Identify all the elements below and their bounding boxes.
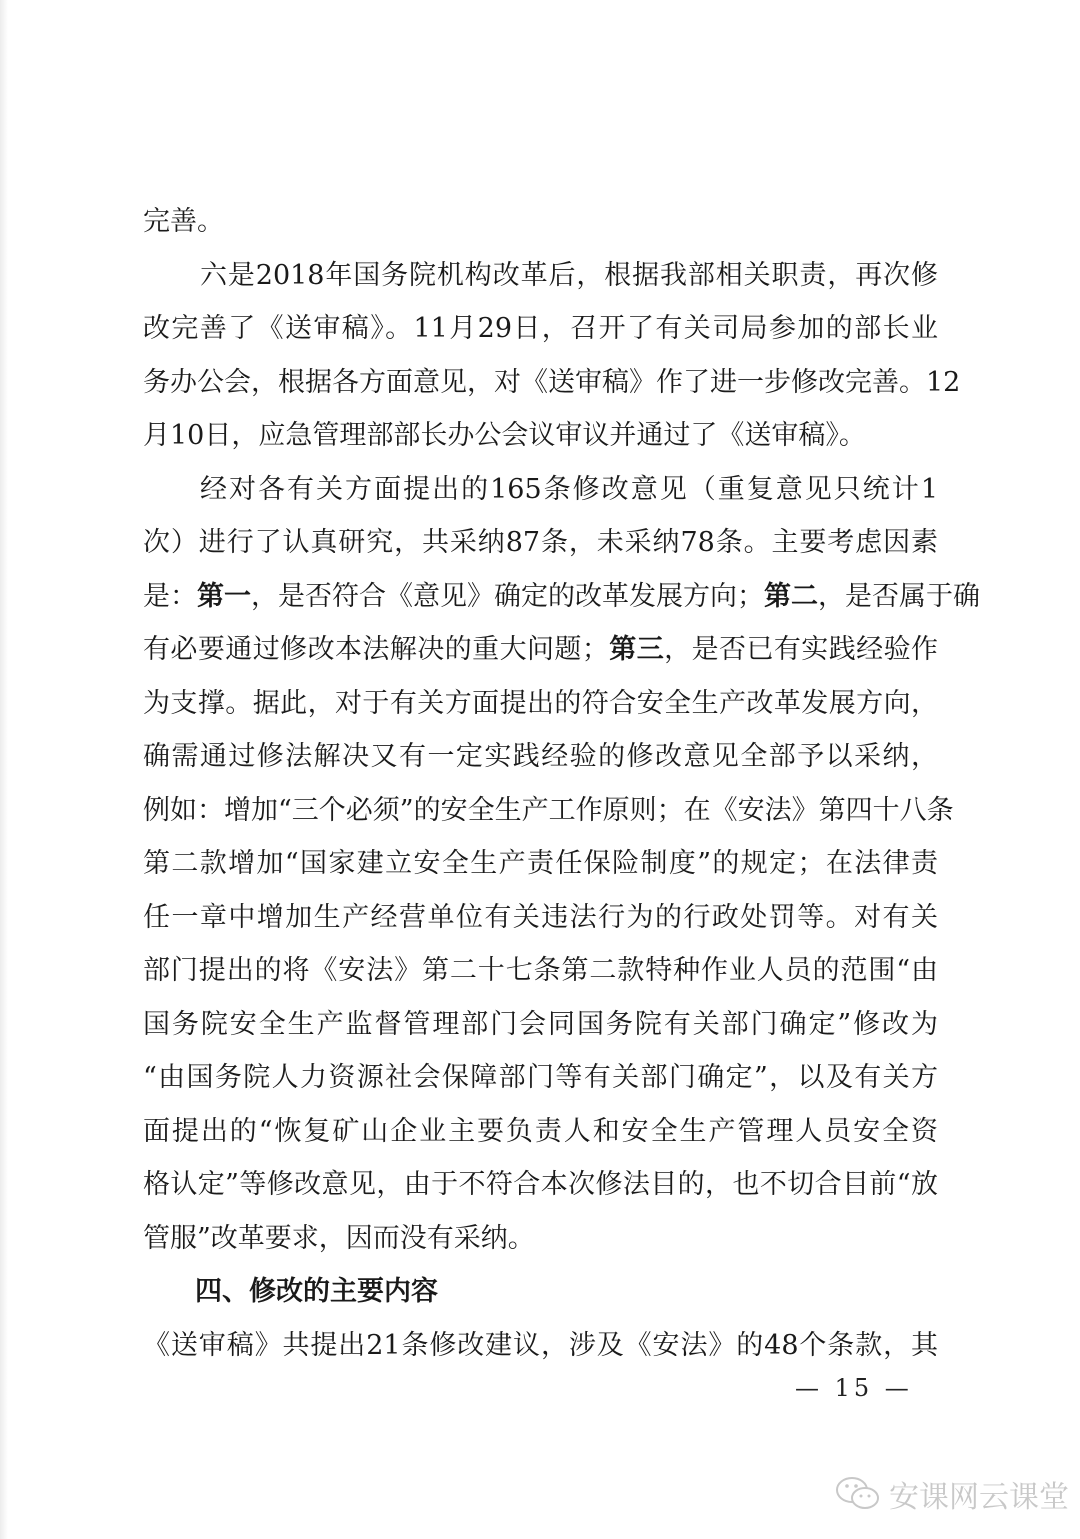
text-segment: 部门提出的将《安法》第二十七条第二款特种作业人员的范围“由 [143,955,938,986]
text-line [143,1167,938,1203]
text-line [143,953,938,989]
text-line [143,1221,938,1257]
section-heading [195,1274,438,1310]
text-line [143,900,938,936]
text-segment: ，是否属于确 [818,580,980,612]
text-line [143,1060,938,1096]
text-segment: 《送审稿》共提出21条修改建议，涉及《安法》的48个条款，其 [143,1329,938,1361]
text-line [143,1007,938,1043]
text-line [143,365,961,401]
watermark-text: 安课网云课堂 [889,1480,1069,1515]
text-line [200,258,938,294]
text-line [143,579,980,615]
text-line [143,418,938,454]
scan-edge [0,0,8,1539]
text-segment: 月10日，应急管理部部长办公会议审议并通过了《送审稿》。 [143,420,866,451]
text-segment: 第二款增加“国家建立安全生产责任保险制度”的规定；在法律责 [143,848,938,879]
text-segment: 四、修改的主要内容 [195,1276,438,1307]
text-line [200,472,938,508]
text-line [143,686,938,722]
text-line [143,525,938,561]
text-segment: “由国务院人力资源社会保障部门等有关部门确定”，以及有关方 [143,1062,938,1093]
text-segment: 例如：增加“三个必须”的安全生产工作原则；在《安法》第四十八条 [143,794,954,826]
text-line [143,793,954,829]
text-segment: 有必要通过修改本法解决的重大问题； [143,634,609,665]
text-segment: 改完善了《送审稿》。11月29日，召开了有关司局参加的部长业 [143,313,938,344]
text-line [143,1328,938,1364]
text-segment: 务办公会，根据各方面意见，对《送审稿》作了进一步修改完善。12 [143,366,961,398]
text-line [143,632,938,668]
watermark [835,1472,1069,1516]
text-segment: 格认定”等修改意见，由于不符合本次修法目的，也不切合目前“放 [143,1169,938,1200]
page-number: — 15 — [795,1374,913,1402]
text-segment: ，是否已有实践经验作 [664,634,939,665]
text-segment: 六是2018年国务院机构改革后，根据我部相关职责，再次修 [200,259,938,291]
text-segment: ，是否符合《意见》确定的改革发展方向； [251,580,764,612]
bold-text: 第一 [197,580,251,612]
text-segment: 面提出的“恢复矿山企业主要负责人和安全生产管理人员安全资 [143,1115,938,1147]
text-line [143,739,938,775]
text-segment: 完善。 [143,206,224,237]
text-segment: 次）进行了认真研究，共采纳87条，未采纳78条。主要考虑因素 [143,527,938,558]
bold-text: 第三 [608,634,665,665]
text-segment: 为支撑。据此，对于有关方面提出的符合安全生产改革发展方向， [143,687,938,719]
text-segment: 国务院安全生产监督管理部门会同国务院有关部门确定”修改为 [143,1008,938,1040]
text-segment: 确需通过修法解决又有一定实践经验的修改意见全部予以采纳， [143,741,938,772]
text-line [143,846,938,882]
text-line [143,1114,938,1150]
wechat-icon [835,1476,881,1512]
text-segment: 是： [143,580,197,612]
text-segment: 经对各有关方面提出的165条修改意见（重复意见只统计1 [200,473,938,505]
text-line [143,311,938,347]
text-segment: 任一章中增加生产经营单位有关违法行为的行政处罚等。对有关 [143,901,938,933]
text-segment: 管服”改革要求，因而没有采纳。 [143,1222,535,1254]
bold-text: 第二 [764,580,818,612]
text-line [143,204,938,240]
